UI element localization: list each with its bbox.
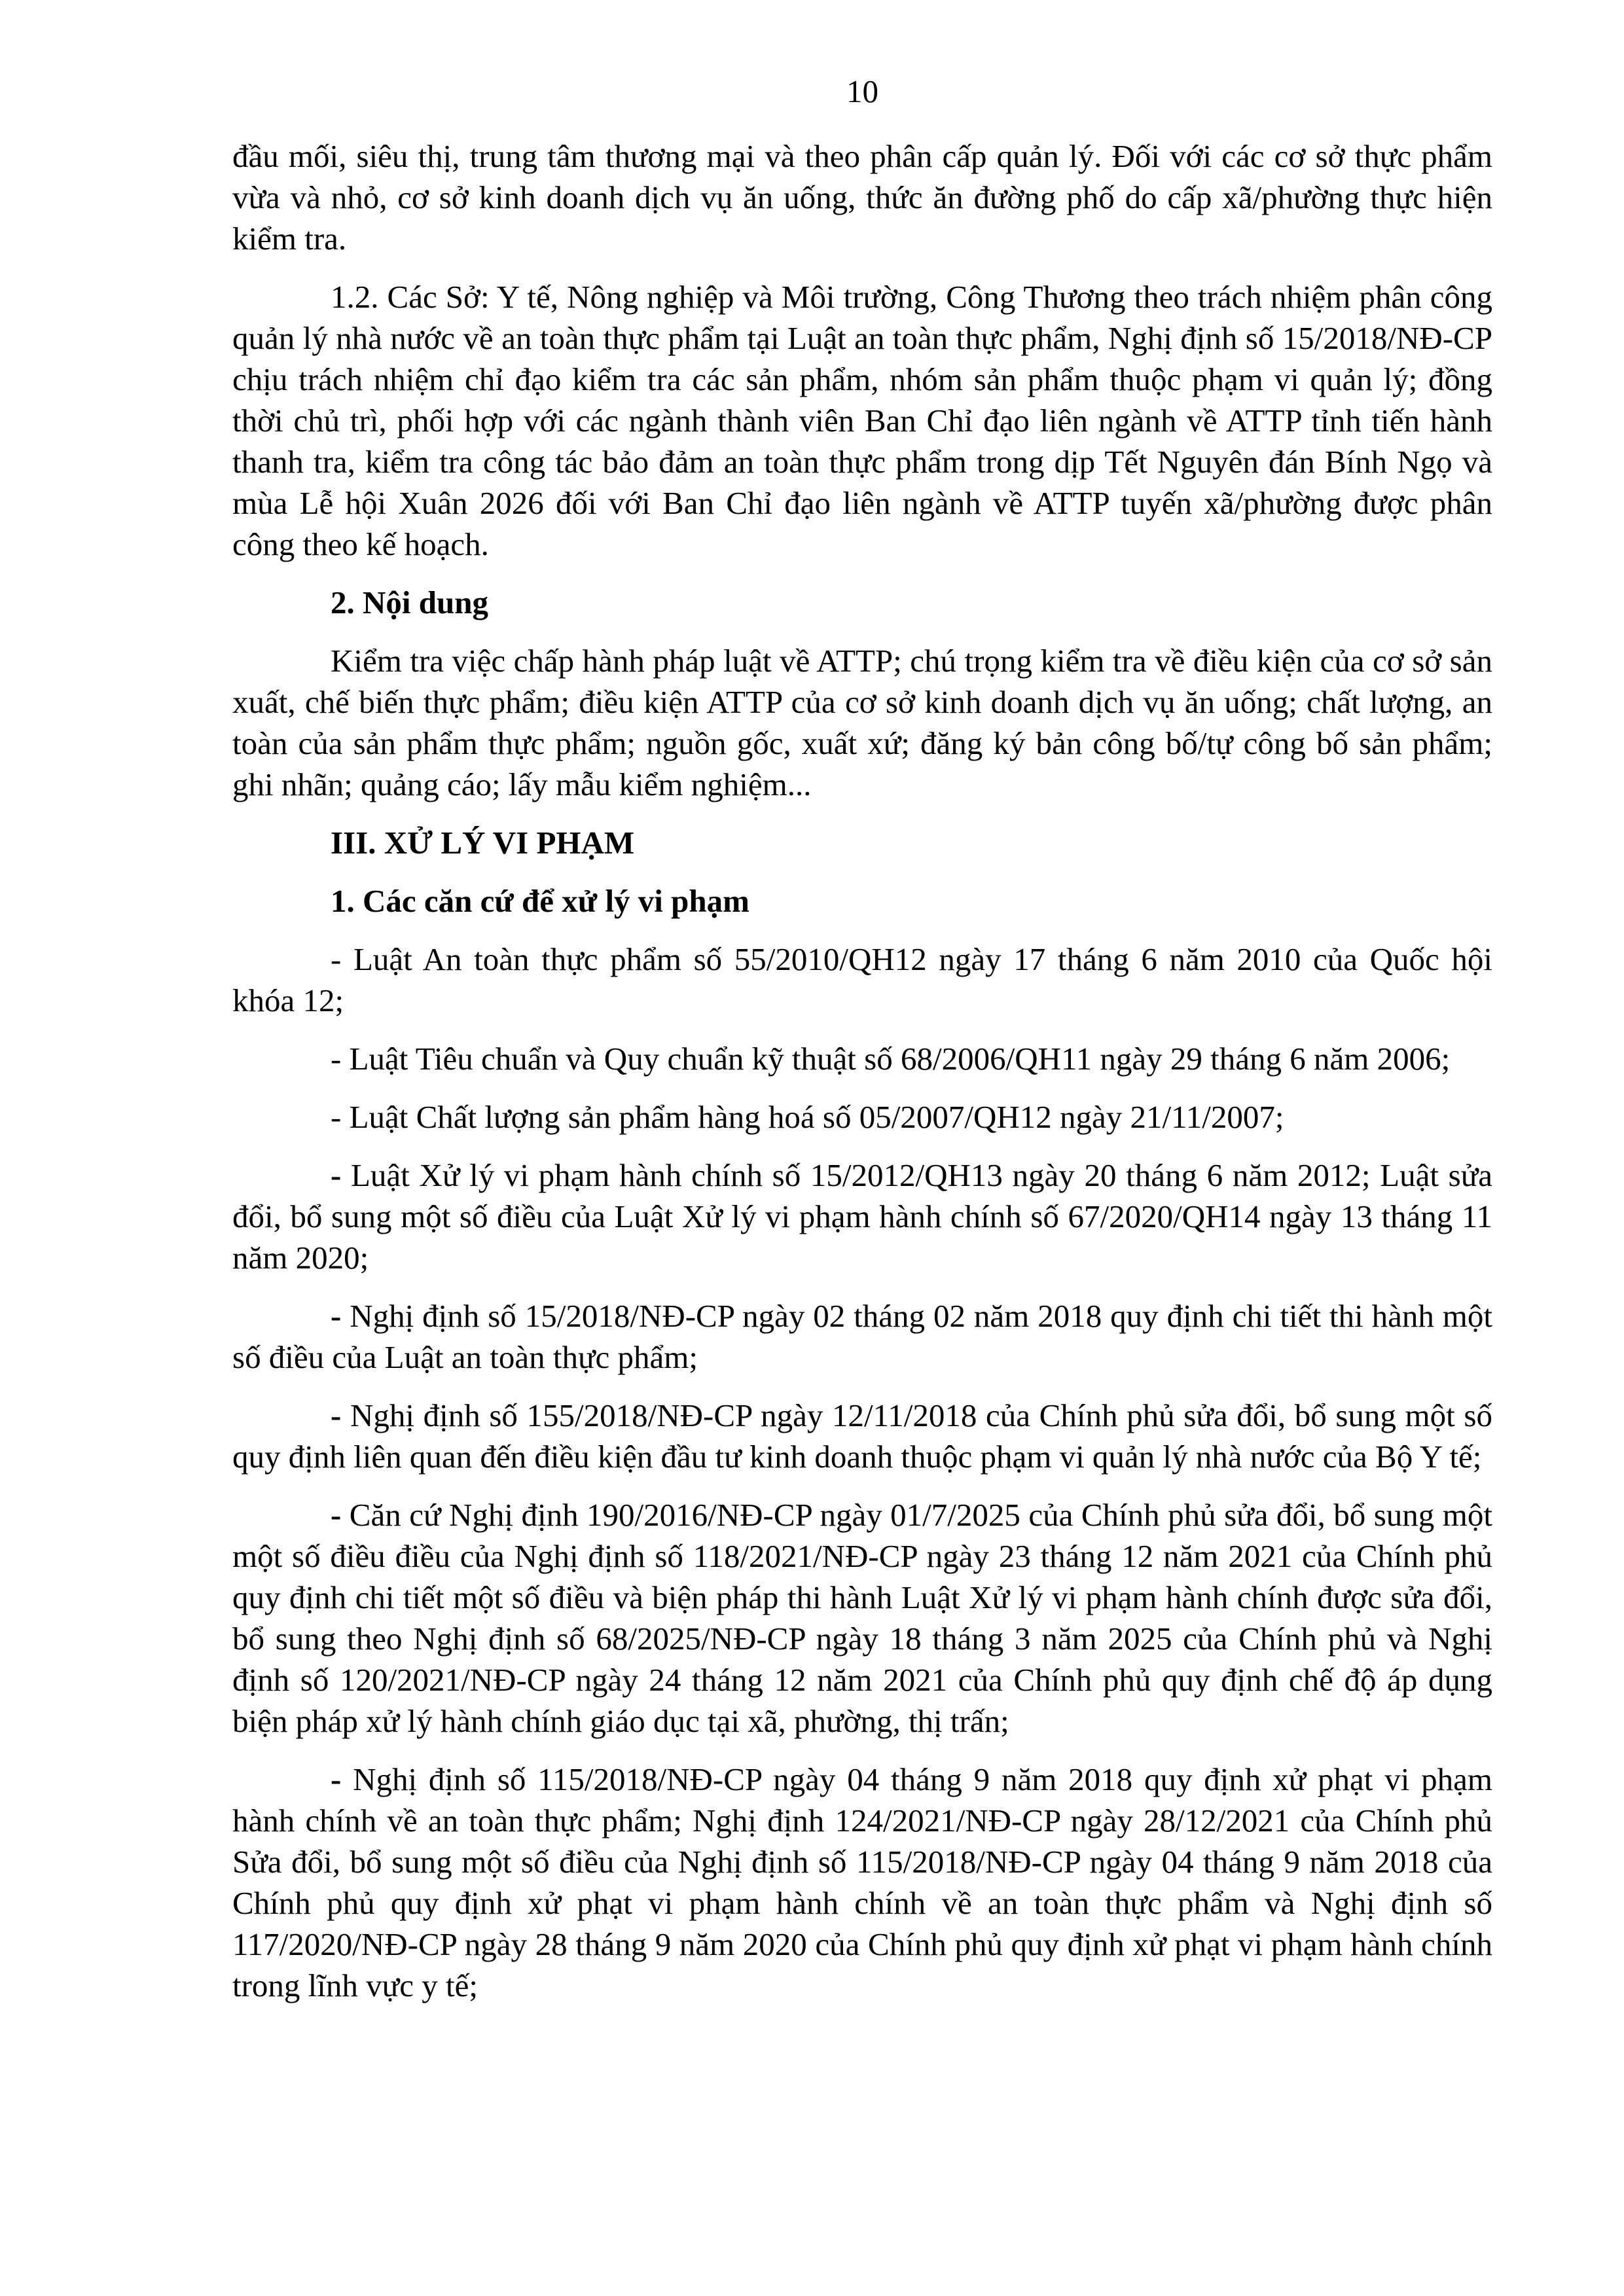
list-item xyxy=(232,1295,1492,1378)
list-item-text: Nghị định số 155/2018/NĐ-CP ngày 12/11/2018 của Chính phủ sửa đổi, bổ sung một số quy định liên quan đến điều kiện đầu tư kinh doanh thuộc phạm vi quản lý nhà nước của Bộ Y tế; xyxy=(232,1397,1492,1475)
list-dash: - xyxy=(331,1099,350,1135)
page-number: 10 xyxy=(846,73,878,109)
heading-text: III. XỬ LÝ VI PHẠM xyxy=(331,825,635,861)
list-item xyxy=(232,1038,1492,1079)
list-item-text: Nghị định số 115/2018/NĐ-CP ngày 04 tháng 9 năm 2018 quy định xử phạt vi phạm hành chính về an toàn thực phẩm; Nghị định 124/2021/NĐ-CP ngày 28/12/2021 của Chính phủ Sửa đổi, bổ sung một số điều của Nghị định số 115/2018/NĐ-CP ngày 04 tháng 9 năm 2018 của Chính phủ quy định xử phạt vi phạm hành chính về an toàn thực phẩm và Nghị định số 117/2020/NĐ-CP ngày 28 tháng 9 năm 2020 của Chính phủ quy định xử phạt vi phạm hành chính trong lĩnh vực y tế; xyxy=(232,1761,1492,2003)
list-dash: - xyxy=(331,1298,350,1334)
paragraph-text: đầu mối, siêu thị, trung tâm thương mại và theo phân cấp quản lý. Đối với các cơ sở thực phẩm vừa và nhỏ, cơ sở kinh doanh dịch vụ ăn uống, thức ăn đường phố do cấp xã/phường thực hiện kiểm tra. xyxy=(232,138,1492,257)
heading-text: 1. Các căn cứ để xử lý vi phạm xyxy=(331,883,749,919)
paragraph-text: Kiểm tra việc chấp hành pháp luật về ATTP; chú trọng kiểm tra về điều kiện của cơ sở sản xuất, chế biến thực phẩm; điều kiện ATTP của cơ sở kinh doanh dịch vụ ăn uống; chất lượng, an toàn của sản phẩm thực phẩm; nguồn gốc, xuất xứ; đăng ký bản công bố/tự công bố sản phẩm; ghi nhãn; quảng cáo; lấy mẫu kiểm nghiệm... xyxy=(232,643,1492,802)
paragraph-continuation xyxy=(232,135,1492,259)
list-item-text: Luật An toàn thực phẩm số 55/2010/QH12 ngày 17 tháng 6 năm 2010 của Quốc hội khóa 12; xyxy=(232,941,1492,1018)
list-item xyxy=(232,939,1492,1021)
list-item-text: Luật Tiêu chuẩn và Quy chuẩn kỹ thuật số 68/2006/QH11 ngày 29 tháng 6 năm 2006; xyxy=(349,1041,1451,1077)
list-item-text: Luật Chất lượng sản phẩm hàng hoá số 05/2007/QH12 ngày 21/11/2007; xyxy=(349,1099,1284,1135)
document-body xyxy=(232,135,1492,2006)
list-item xyxy=(232,1395,1492,1477)
paragraph-text: 1.2. Các Sở: Y tế, Nông nghiệp và Môi trường, Công Thương theo trách nhiệm phân công quản lý nhà nước về an toàn thực phẩm tại Luật an toàn thực phẩm, Nghị định số 15/2018/NĐ-CP chịu trách nhiệm chỉ đạo kiểm tra các sản phẩm, nhóm sản phẩm thuộc phạm vi quản lý; đồng thời chủ trì, phối hợp với các ngành thành viên Ban Chỉ đạo liên ngành về ATTP tỉnh tiến hành thanh tra, kiểm tra công tác bảo đảm an toàn thực phẩm trong dịp Tết Nguyên đán Bính Ngọ và mùa Lễ hội Xuân 2026 đối với Ban Chỉ đạo liên ngành về ATTP tuyến xã/phường được phân công theo kế hoạch. xyxy=(232,279,1492,562)
paragraph-1-2 xyxy=(232,276,1492,565)
list-item-text: Nghị định số 15/2018/NĐ-CP ngày 02 tháng 02 năm 2018 quy định chi tiết thi hành một số điều của Luật an toàn thực phẩm; xyxy=(232,1298,1492,1375)
list-item xyxy=(232,1155,1492,1278)
list-dash: - xyxy=(331,1497,350,1533)
paragraph-noi-dung xyxy=(232,640,1492,805)
list-dash: - xyxy=(331,941,353,977)
heading-xu-ly-vi-pham xyxy=(232,822,1492,863)
list-dash: - xyxy=(331,1157,351,1193)
list-item xyxy=(232,1494,1492,1742)
heading-can-cu xyxy=(232,880,1492,922)
list-dash: - xyxy=(331,1397,350,1433)
list-item-text: Luật Xử lý vi phạm hành chính số 15/2012/QH13 ngày 20 tháng 6 năm 2012; Luật sửa đổi, bổ sung một số điều của Luật Xử lý vi phạm hành chính số 67/2020/QH14 ngày 13 tháng 11 năm 2020; xyxy=(232,1157,1492,1276)
heading-text: 2. Nội dung xyxy=(331,584,489,620)
heading-noi-dung xyxy=(232,582,1492,623)
list-item xyxy=(232,1096,1492,1138)
list-dash: - xyxy=(331,1761,353,1797)
list-item xyxy=(232,1759,1492,2006)
list-dash: - xyxy=(331,1041,350,1077)
list-item-text: Căn cứ Nghị định 190/2016/NĐ-CP ngày 01/7/2025 của Chính phủ sửa đổi, bổ sung một một số điều điều của Nghị định số 118/2021/NĐ-CP ngày 23 tháng 12 năm 2021 của Chính phủ quy định chi tiết một số điều và biện pháp thi hành Luật Xử lý vi phạm hành chính được sửa đổi, bổ sung theo Nghị định số 68/2025/NĐ-CP ngày 18 tháng 3 năm 2025 của Chính phủ và Nghị định số 120/2021/NĐ-CP ngày 24 tháng 12 năm 2021 của Chính phủ quy định chế độ áp dụng biện pháp xử lý hành chính giáo dục tại xã, phường, thị trấn; xyxy=(232,1497,1492,1739)
